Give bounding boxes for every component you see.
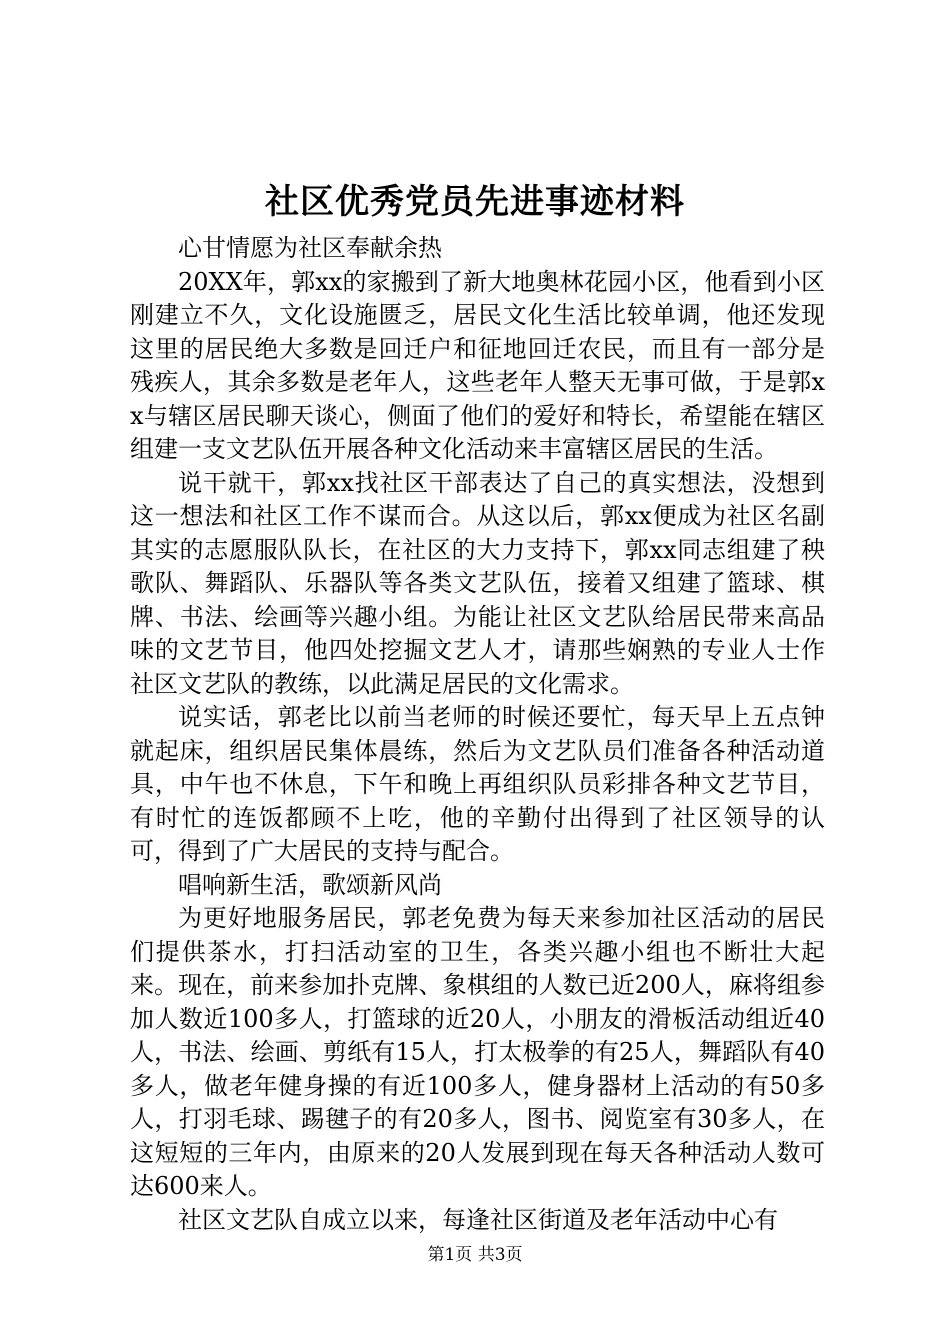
paragraph: 说实话，郭老比以前当老师的时候还要忙，每天早上五点钟就起床，组织居民集体晨练，然后为文艺队员们准备各种活动道具，中午也不休息，下午和晚上再组织队员彩排各种文艺节目，有时忙的连饭都顾不上吃，他的辛勤付出得到了社区领导的认可，得到了广大居民的支持与配合。 (130, 703, 825, 865)
paragraph: 为更好地服务居民，郭老免费为每天来参加社区活动的居民们提供茶水，打扫活动室的卫生，各类兴趣小组也不断壮大起来。现在，前来参加扑克牌、象棋组的人数已近200人，麻将组参加人数近100多人，打篮球的近20人，小朋友的滑板活动组近40人，书法、绘画、剪纸有15人，打太极拳的有25人，舞蹈队有40多人，做老年健身操的有近100多人，健身器材上活动的有50多人，打羽毛球、踢毽子的有20多人，图书、阅览室有30多人，在这短短的三年内，由原来的20人发展到现在每天各种活动人数可达600来人。 (130, 904, 825, 1200)
paragraph: 社区文艺队自成立以来，每逢社区街道及老年活动中心有 (178, 1205, 778, 1234)
page-footer: 第1页 共3页 (427, 1245, 523, 1265)
paragraph: 20XX年，郭xx的家搬到了新大地奥林花园小区，他看到小区刚建立不久，文化设施匮乏，居民文化生活比较单调，他还发现这里的居民绝大多数是回迁户和征地回迁农民，而且有一部分是残疾人，其余多数是老年人，这些老年人整天无事可做，于是郭xx与辖区居民聊天谈心，侧面了他们的爱好和特长，希望能在辖区组建一支文艺队伍开展各种文化活动来丰富辖区居民的生活。 (130, 267, 825, 463)
paragraph: 说干就干，郭xx找社区干部表达了自己的真实想法，没想到这一想法和社区工作不谋而合。从这以后，郭xx便成为社区名副其实的志愿服队队长，在社区的大力支持下，郭xx同志组建了秧歌队、舞蹈队、乐器队等各类文艺队伍，接着又组建了篮球、棋牌、书法、绘画等兴趣小组。为能让社区文艺队给居民带来高品味的文艺节目，他四处挖掘文艺人才，请那些娴熟的专业人士作社区文艺队的教练，以此满足居民的文化需求。 (130, 468, 825, 698)
document-body (130, 232, 825, 1237)
section-heading: 唱响新生活，歌颂新风尚 (178, 870, 442, 899)
page-title: 社区优秀党员先进事迹材料 (265, 182, 685, 222)
section-heading: 心甘情愿为社区奉献余热 (178, 234, 442, 262)
